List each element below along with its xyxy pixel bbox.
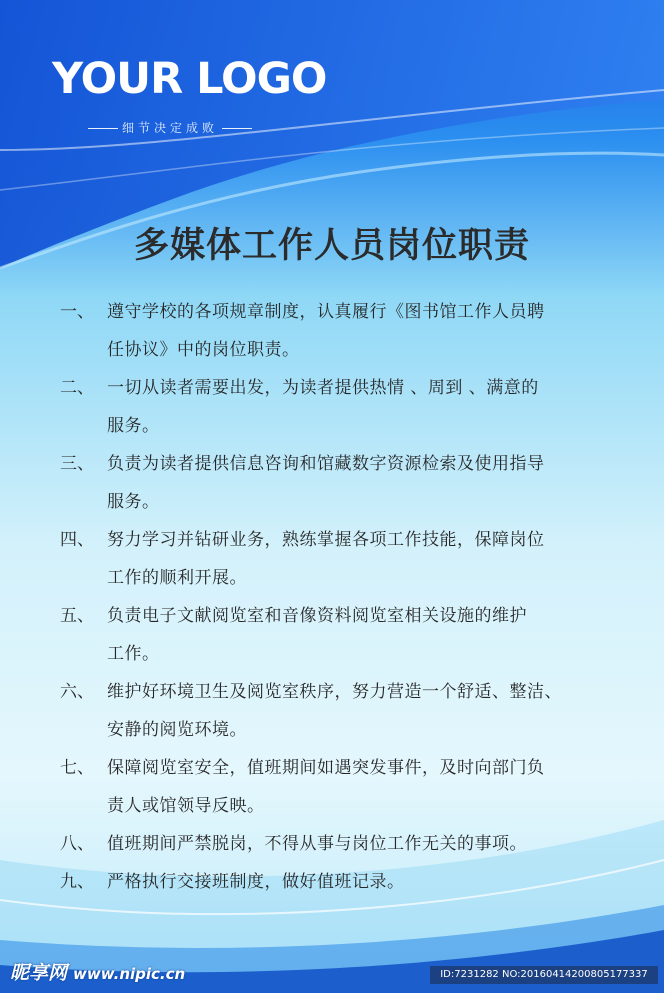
item-text-line1: 负责为读者提供信息咨询和馆藏数字资源检索及使用指导 [107,454,545,474]
logo: YOUR LOGO [52,54,327,104]
item-number: 一、 [60,302,94,322]
list-item [60,597,620,673]
watermark [10,958,185,985]
item-text-line2: 责人或馆领导反映。 [107,796,265,816]
item-text-line2: 任协议》中的岗位职责。 [107,340,300,360]
item-number: 九、 [60,872,94,892]
watermark-id: ID:7231282 NO:20160414200805177337 [430,966,658,984]
item-text-line2: 工作。 [107,644,160,664]
list-item [60,445,620,521]
item-text-line2: 工作的顺利开展。 [107,568,247,588]
list-item [60,825,620,863]
item-text-line1: 遵守学校的各项规章制度，认真履行《图书馆工作人员聘 [107,302,545,322]
item-text-line1: 值班期间严禁脱岗，不得从事与岗位工作无关的事项。 [107,834,527,854]
page-title: 多媒体工作人员岗位职责 [133,225,530,266]
list-item [60,369,620,445]
list-item [60,293,620,369]
item-number: 五、 [60,606,94,626]
item-text-line1: 负责电子文献阅览室和音像资料阅览室相关设施的维护 [107,606,527,626]
item-number: 六、 [60,682,94,702]
list-item [60,749,620,825]
item-text-line1: 保障阅览室安全，值班期间如遇突发事件，及时向部门负 [107,758,545,778]
watermark-brand: 昵享网 [10,962,68,984]
watermark-url: www.nipic.cn [73,965,186,983]
item-number: 四、 [60,530,94,550]
item-text-line1: 努力学习并钻研业务，熟练掌握各项工作技能，保障岗位 [107,530,545,550]
item-text-line2: 服务。 [107,492,160,512]
item-number: 二、 [60,378,94,398]
list-item [60,521,620,597]
item-number: 七、 [60,758,94,778]
list-item [60,863,620,901]
item-number: 三、 [60,454,94,474]
list-item [60,673,620,749]
item-number: 八、 [60,834,94,854]
slogan-right-line [222,128,252,129]
item-text-line2: 安静的阅览环境。 [107,720,247,740]
item-text-line2: 服务。 [107,416,160,436]
item-text-line1: 维护好环境卫生及阅览室秩序，努力营造一个舒适、整洁、 [107,682,562,702]
slogan-left-line [88,128,118,129]
duty-list [60,293,620,901]
slogan-text: 细节决定成败 [122,121,219,135]
slogan [84,119,256,136]
item-text-line1: 一切从读者需要出发，为读者提供热情 、周到 、满意的 [107,378,539,398]
item-text-line1: 严格执行交接班制度，做好值班记录。 [107,872,405,892]
